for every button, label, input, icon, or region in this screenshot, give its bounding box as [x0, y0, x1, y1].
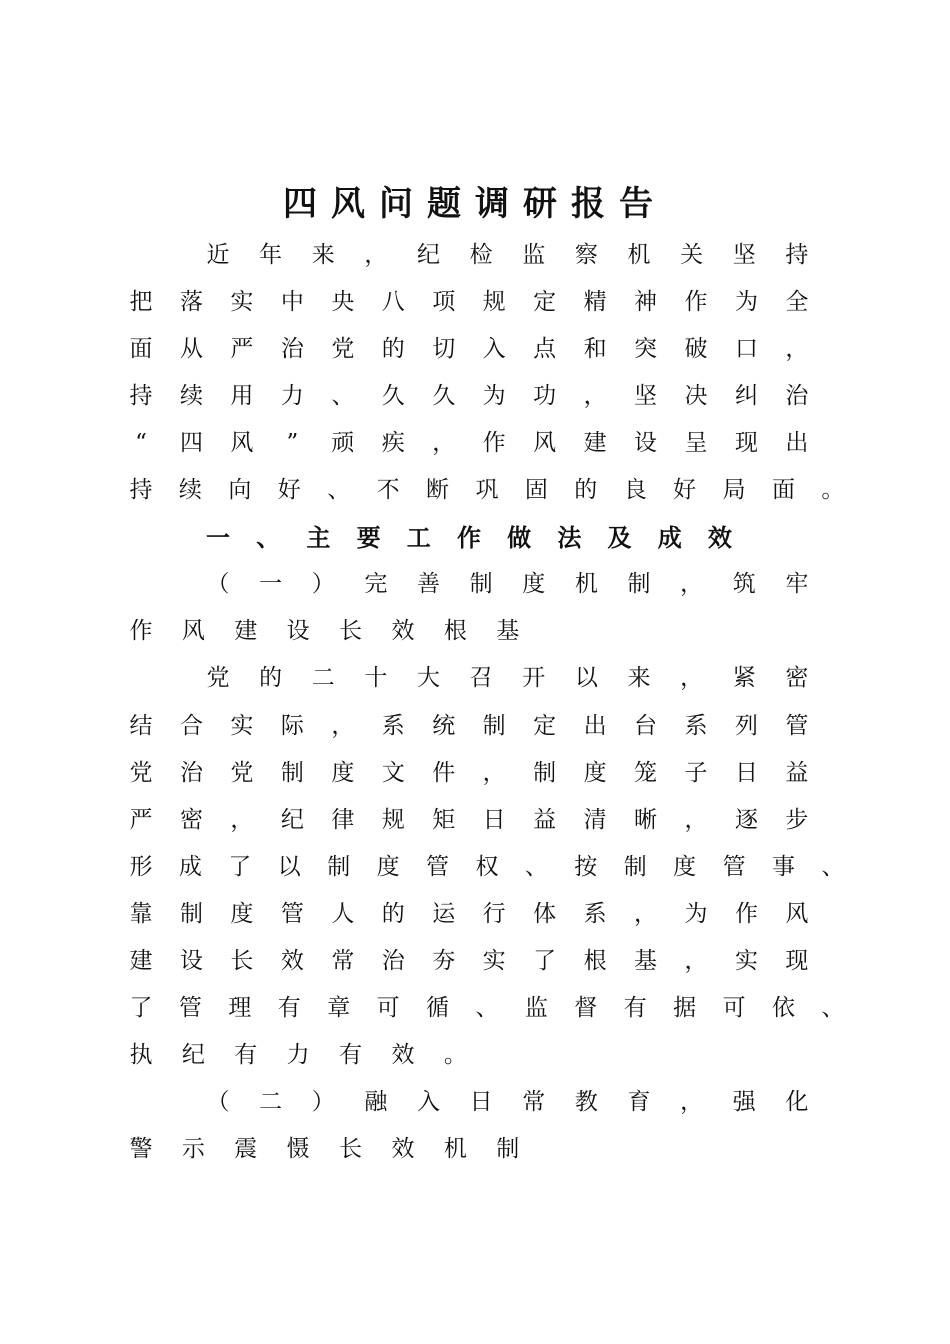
paragraph-line: 警 示 震 慑 长 效 机 制: [129, 1135, 520, 1162]
paragraph-line: 严 密 ， 纪 律 规 矩 日 益 清 晰 ， 逐 步: [129, 806, 809, 833]
paragraph-line: 党 治 党 制 度 文 件 ， 制 度 笼 子 日 益: [129, 759, 809, 786]
paragraph-line: 了 管 理 有 章 可 循 、 监 督 有 据 可 依 、: [129, 994, 845, 1021]
paragraph-line: “ 四 风 ” 顽 疾 ， 作 风 建 设 呈 现 出: [135, 430, 809, 457]
section-heading: 一 、 主 要 工 作 做 法 及 成 效: [206, 523, 732, 553]
paragraph-line: 作 风 建 设 长 效 根 基: [129, 618, 520, 645]
paragraph-line: 靠 制 度 管 人 的 运 行 体 系 ， 为 作 风: [129, 900, 809, 927]
paragraph-line: 党 的 二 十 大 召 开 以 来 ， 紧 密: [206, 665, 809, 692]
paragraph-line: （ 一 ） 完 善 制 度 机 制 ， 筑 牢: [206, 571, 809, 598]
paragraph-line: 近 年 来 ， 纪 检 监 察 机 关 坚 持: [206, 242, 809, 268]
paragraph-line: 持 续 用 力 、 久 久 为 功 ， 坚 决 纠 治: [129, 383, 809, 410]
paragraph-line: 执 纪 有 力 有 效 。: [129, 1041, 467, 1068]
paragraph-line: 结 合 实 际 ， 系 统 制 定 出 台 系 列 管: [129, 712, 809, 739]
paragraph-line: 建 设 长 效 常 治 夯 实 了 根 基 ， 实 现: [129, 947, 809, 974]
paragraph-line: （ 二 ） 融 入 日 常 教 育 ， 强 化: [206, 1088, 809, 1115]
paragraph-line: 把 落 实 中 央 八 项 规 定 精 神 作 为 全: [129, 289, 809, 316]
paragraph-line: 持 续 向 好 、 不 断 巩 固 的 良 好 局 面 。: [129, 477, 845, 504]
document-title: 四风问题调研报告: [283, 184, 667, 224]
paragraph-line: 面 从 严 治 党 的 切 入 点 和 突 破 口 ，: [129, 336, 809, 363]
paragraph-line: 形 成 了 以 制 度 管 权 、 按 制 度 管 事 、: [129, 853, 845, 880]
